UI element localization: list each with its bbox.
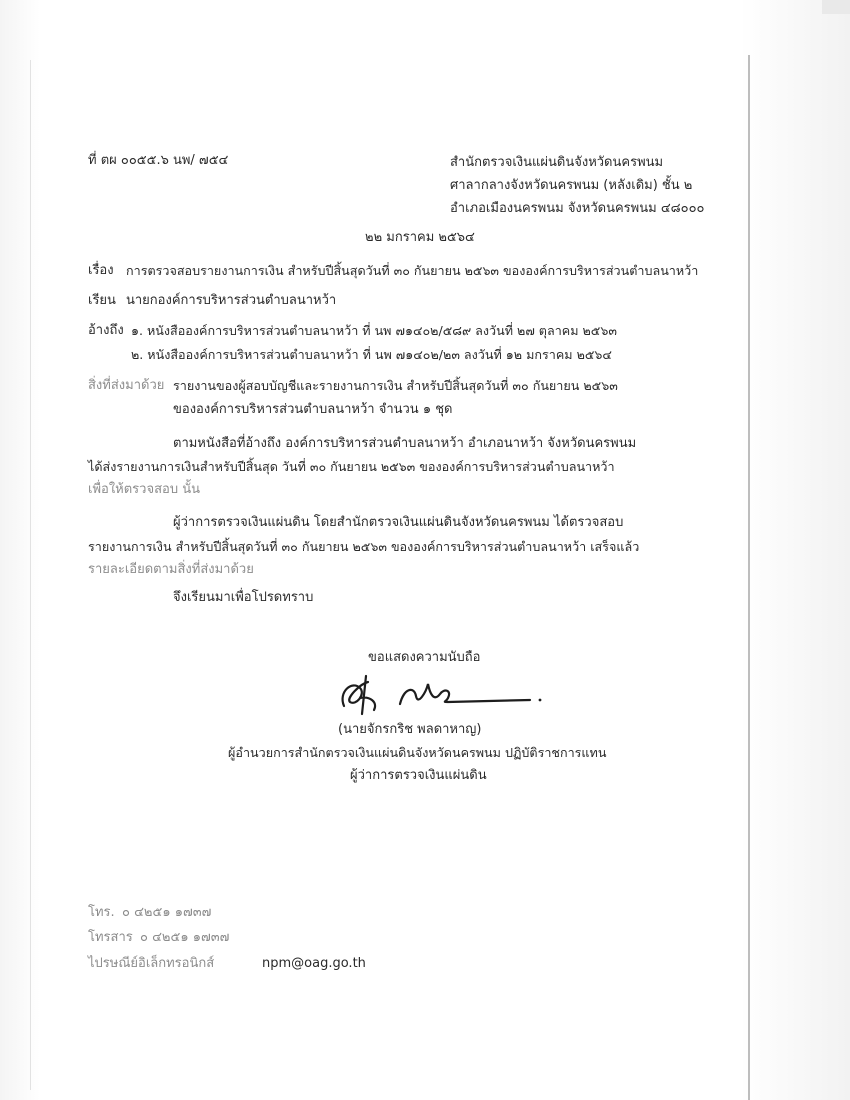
body-paragraph-2-line-1: ผู้ว่าการตรวจเงินแผ่นดิน โดยสำนักตรวจเงินแผ่นดินจังหวัดนครพนม ได้ตรวจสอบ	[173, 515, 624, 530]
signatory-name: (นายจักรกริช พลดาหาญ)	[338, 722, 482, 737]
scan-edge-left	[30, 60, 31, 1090]
scan-corner-mark	[822, 0, 850, 14]
email-label: ไปรษณีย์อิเล็กทรอนิกส์	[88, 956, 215, 971]
office-address-line1: ศาลากลางจังหวัดนครพนม (หลังเดิม) ชั้น ๒	[450, 178, 693, 193]
phone-number: ๐ ๔๒๕๑ ๑๗๓๗	[122, 905, 212, 920]
enclosure-line-2: ขององค์การบริหารส่วนตำบลนาหว้า จำนวน ๑ ชุด	[173, 402, 453, 417]
office-name: สำนักตรวจเงินแผ่นดินจังหวัดนครพนม	[450, 155, 664, 170]
signature-image	[330, 662, 560, 722]
office-address-line2: อำเภอเมืองนครพนม จังหวัดนครพนม ๔๘๐๐๐	[450, 201, 705, 216]
signatory-title-line-2: ผู้ว่าการตรวจเงินแผ่นดิน	[350, 768, 487, 783]
subject-text: การตรวจสอบรายงานการเงิน สำหรับปีสิ้นสุดวันที่ ๓๐ กันยายน ๒๕๖๓ ขององค์การบริหารส่วนตำบลนาหว้า	[126, 263, 699, 278]
salutation-label: เรียน	[88, 293, 116, 308]
letter-date: ๒๒ มกราคม ๒๕๖๔	[365, 230, 475, 245]
enclosure-line-1: รายงานของผู้สอบบัญชีและรายงานการเงิน สำหรับปีสิ้นสุดวันที่ ๓๐ กันยายน ๒๕๖๓	[173, 378, 618, 393]
scan-edge-right	[748, 55, 750, 1100]
reference-number: ที่ ตผ ๐๐๕๕.๖ นพ/ ๗๕๔	[88, 153, 229, 168]
phone-label: โทร.	[88, 905, 115, 920]
references-label: อ้างถึง	[88, 323, 124, 338]
reference-item-2: ๒. หนังสือองค์การบริหารส่วนตำบลนาหว้า ที่ นพ ๗๑๔๐๒/๒๓ ลงวันที่ ๑๒ มกราคม ๒๕๖๔	[131, 347, 612, 362]
signatory-title-line-1: ผู้อำนวยการสำนักตรวจเงินแผ่นดินจังหวัดนครพนม ปฏิบัติราชการแทน	[228, 745, 607, 760]
subject-label: เรื่อง	[88, 263, 114, 278]
enclosure-label: สิ่งที่ส่งมาด้วย	[88, 378, 165, 393]
fax-label: โทรสาร	[88, 930, 133, 945]
body-paragraph-1-line-3: เพื่อให้ตรวจสอบ นั้น	[88, 482, 200, 497]
body-closing-sentence: จึงเรียนมาเพื่อโปรดทราบ	[173, 590, 314, 605]
fax-number: ๐ ๔๒๕๑ ๑๗๓๗	[140, 930, 230, 945]
closing-regards: ขอแสดงความนับถือ	[368, 650, 481, 665]
body-paragraph-2-line-3: รายละเอียดตามสิ่งที่ส่งมาด้วย	[88, 562, 254, 577]
email-address: npm@oag.go.th	[262, 956, 366, 971]
body-paragraph-1-line-2: ได้ส่งรายงานการเงินสำหรับปีสิ้นสุด วันที่ ๓๐ กันยายน ๒๕๖๓ ขององค์การบริหารส่วนตำบลนาหว้า	[88, 459, 615, 474]
body-paragraph-1-line-1: ตามหนังสือที่อ้างถึง องค์การบริหารส่วนตำบลนาหว้า อำเภอนาหว้า จังหวัดนครพนม	[173, 436, 637, 451]
body-paragraph-2-line-2: รายงานการเงิน สำหรับปีสิ้นสุดวันที่ ๓๐ กันยายน ๒๕๖๓ ขององค์การบริหารส่วนตำบลนาหว้า เสร็จแล้ว	[88, 539, 640, 554]
reference-item-1: ๑. หนังสือองค์การบริหารส่วนตำบลนาหว้า ที่ นพ ๗๑๔๐๒/๕๘๙ ลงวันที่ ๒๗ ตุลาคม ๒๕๖๓	[131, 323, 617, 338]
salutation-text: นายกองค์การบริหารส่วนตำบลนาหว้า	[126, 293, 337, 308]
